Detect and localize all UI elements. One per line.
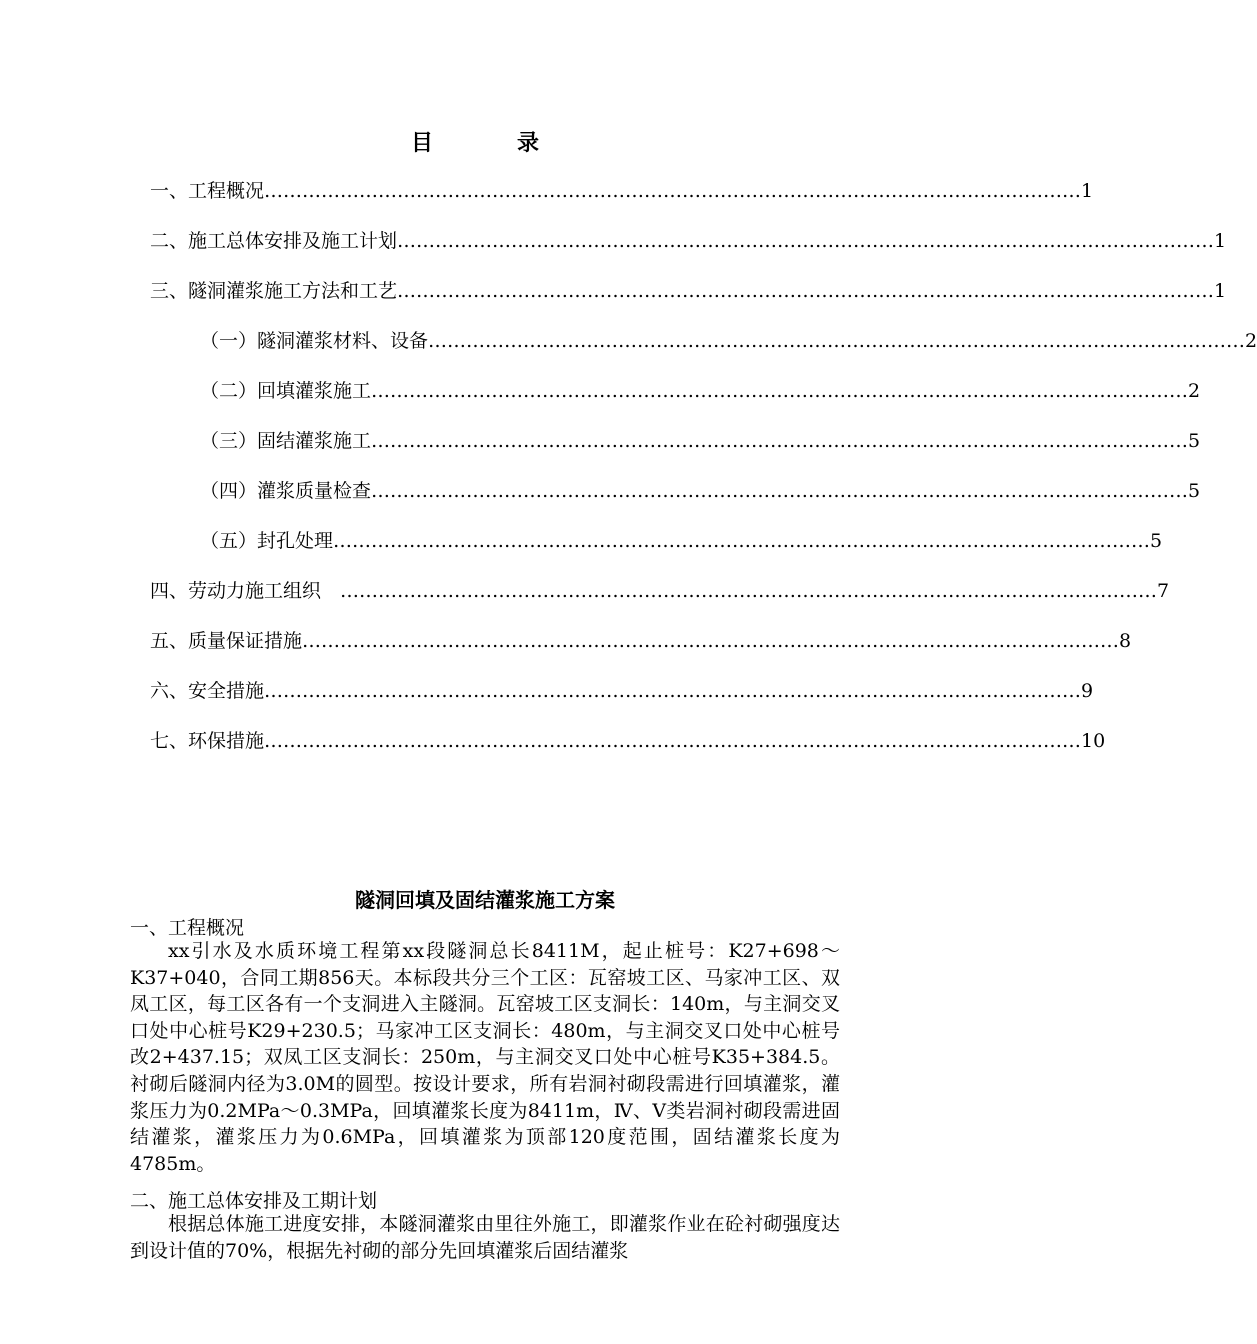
toc-leader-dots: ………………………………………………………………………………………………………………… [428,330,1246,352]
toc-leader-dots: ………………………………………………………………………………………………………………… [333,530,1151,552]
toc-leader-dots: ………………………………………………………………………………………………………………… [371,380,1189,402]
toc-leader-dots: ………………………………………………………………………………………………………………… [302,630,1120,652]
toc-entry[interactable] [150,176,1094,204]
toc-entry[interactable] [150,676,1094,704]
toc-entry-label: 二、施工总体安排及施工计划 [150,230,398,252]
toc-entry-label: （四）灌浆质量检查 [200,480,372,502]
toc-entry-label: 五、质量保证措施 [150,630,303,652]
toc-entry-page: 1 [1214,280,1227,302]
toc-entry[interactable] [200,376,1201,404]
toc-entry[interactable] [150,626,1132,654]
toc-leader-dots: ………………………………………………………………………………………………………………… [264,680,1082,702]
toc-title [0,126,950,157]
toc-leader-dots: ………………………………………………………………………………………………………………… [264,180,1082,202]
toc-entry-page: 8 [1119,630,1132,652]
toc-entry[interactable] [200,476,1201,504]
toc-entry-label: （二）回填灌浆施工 [200,380,372,402]
toc-entry-page: 10 [1081,730,1106,752]
toc-entry[interactable] [150,726,1106,754]
toc-entry[interactable] [200,326,1257,354]
toc-entry[interactable] [200,526,1163,554]
toc-entry-label: （一）隧洞灌浆材料、设备 [200,330,429,352]
toc-entry-page: 5 [1150,530,1163,552]
toc-entry-page: 9 [1081,680,1094,702]
toc-entry[interactable] [200,426,1201,454]
toc-entry-page: 2 [1188,380,1201,402]
section-heading: 二、施工总体安排及工期计划 [130,1190,378,1212]
toc-entry[interactable] [150,576,1170,604]
toc-entry[interactable] [150,226,1227,254]
toc-entry-page: 1 [1214,230,1227,252]
toc-entry-page: 5 [1188,480,1201,502]
section-body [130,1211,840,1264]
toc-leader-dots: ………………………………………………………………………………………………………………… [340,580,1158,602]
toc-entry-label: 七、环保措施 [150,730,265,752]
toc-entry-page: 2 [1245,330,1257,352]
toc-entry-label: 六、安全措施 [150,680,265,702]
toc-entry-label: （三）固结灌浆施工 [200,430,372,452]
section-body [130,938,840,1177]
toc-entry-page: 5 [1188,430,1201,452]
toc-leader-dots: ………………………………………………………………………………………………………………… [371,480,1189,502]
toc-entry[interactable] [150,276,1227,304]
toc-leader-dots: ………………………………………………………………………………………………………………… [397,280,1215,302]
paragraph: 根据总体施工进度安排，本隧洞灌浆由里往外施工，即灌浆作业在砼衬砌强度达到设计值的70%，根据先衬砌的部分先回填灌浆后固结灌浆 [130,1213,840,1262]
document-title: 隧洞回填及固结灌浆施工方案 [355,888,615,912]
toc-leader-dots: ………………………………………………………………………………………………………………… [264,730,1082,752]
toc-title-char-2: 录 [517,130,540,156]
toc-entry-label: 四、劳动力施工组织 [150,580,341,602]
toc-entry-label: 一、工程概况 [150,180,265,202]
toc-leader-dots: ………………………………………………………………………………………………………………… [397,230,1215,252]
toc-entry-page: 7 [1157,580,1170,602]
section-heading: 一、工程概况 [130,917,245,939]
toc-entry-label: 三、隧洞灌浆施工方法和工艺 [150,280,398,302]
toc-entry-page: 1 [1081,180,1094,202]
toc-title-char-1: 目 [410,130,433,156]
paragraph: xx引水及水质环境工程第xx段隧洞总长8411M，起止桩号：K27+698～K37+040，合同工期856天。本标段共分三个工区：瓦窑坡工区、马家冲工区、双凤工区，每工区各有一个支洞进入主隧洞。瓦窑坡工区支洞长：140m，与主洞交叉口处中心桩号K29+230.5；马家冲工区支洞长：480m，与主洞交叉口处中心桩号改2+437.15；双凤工区支洞长：250m，与主洞交叉口处中心桩号K35+384.5。衬砌后隧洞内径为3.0M的圆型。按设计要求，所有岩洞衬砌段需进行回填灌浆，灌浆压力为0.2MPa～0.3MPa，回填灌浆长度为8411m，Ⅳ、Ⅴ类岩洞衬砌段需进固结灌浆，灌浆压力为0.6MPa，回填灌浆为顶部120度范围，固结灌浆长度为4785m。 [130,940,840,1175]
toc-leader-dots: ………………………………………………………………………………………………………………… [371,430,1189,452]
toc-entry-label: （五）封孔处理 [200,530,334,552]
